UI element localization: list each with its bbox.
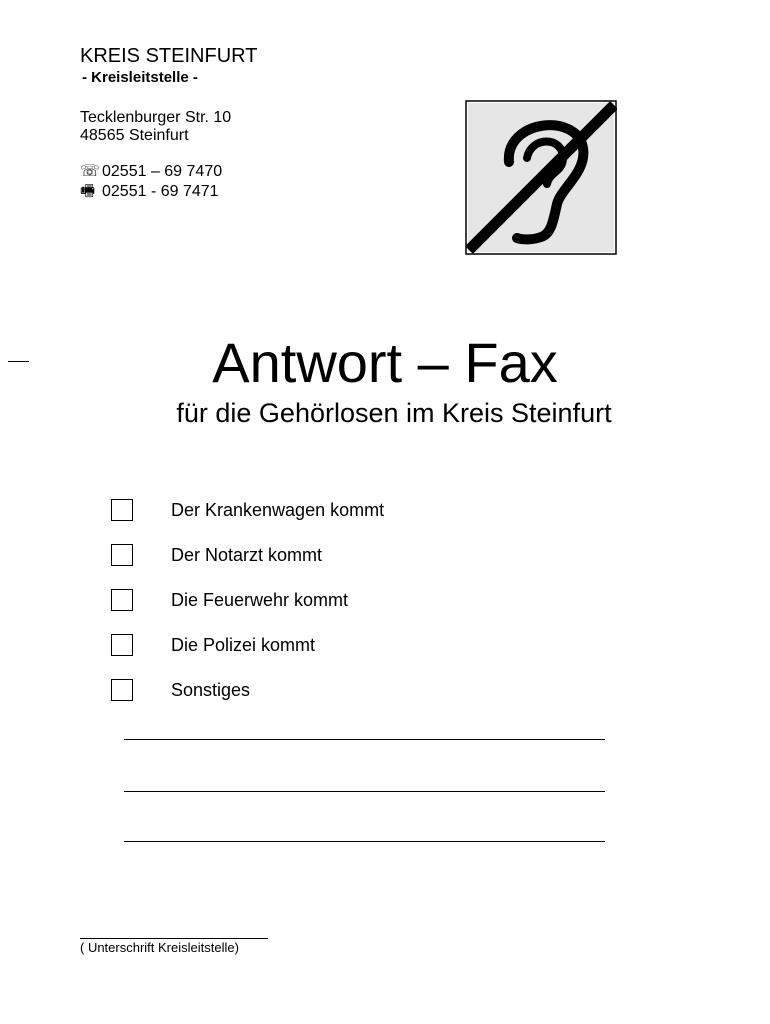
checkbox-fire-brigade[interactable]: [111, 589, 133, 611]
signature-caption: ( Unterschrift Kreisleitstelle): [80, 940, 239, 955]
phone-line: [80, 162, 222, 181]
option-label: Der Notarzt kommt: [171, 545, 323, 565]
fax-line: [80, 182, 219, 201]
checkbox-police[interactable]: [111, 634, 133, 656]
checkbox-emergency-doctor[interactable]: [111, 544, 133, 566]
fax-number: 02551 - 69 7471: [102, 183, 219, 200]
hearing-impaired-icon: [465, 100, 617, 255]
phone-icon: ☏: [80, 163, 101, 180]
checkbox-ambulance[interactable]: [111, 499, 133, 521]
checkbox-other[interactable]: [111, 679, 133, 701]
fax-icon: 🖷: [80, 183, 96, 200]
option-label: Der Krankenwagen kommt: [171, 500, 385, 520]
phone-number: 02551 – 69 7470: [102, 163, 223, 180]
blank-line-1[interactable]: [124, 739, 605, 740]
blank-line-3[interactable]: [124, 841, 605, 842]
org-name: KREIS STEINFURT: [80, 45, 258, 67]
blank-line-2[interactable]: [124, 791, 605, 792]
page-subtitle: für die Gehörlosen im Kreis Steinfurt: [176, 398, 612, 428]
address-city: 48565 Steinfurt: [80, 127, 189, 144]
org-department: - Kreisleitstelle -: [82, 69, 198, 86]
page-title: Antwort – Fax: [212, 331, 558, 394]
signature-line: [80, 938, 268, 939]
option-label: Die Feuerwehr kommt: [171, 590, 349, 610]
option-label: Sonstiges: [171, 680, 251, 700]
option-label: Die Polizei kommt: [171, 635, 316, 655]
address-street: Tecklenburger Str. 10: [80, 109, 232, 126]
